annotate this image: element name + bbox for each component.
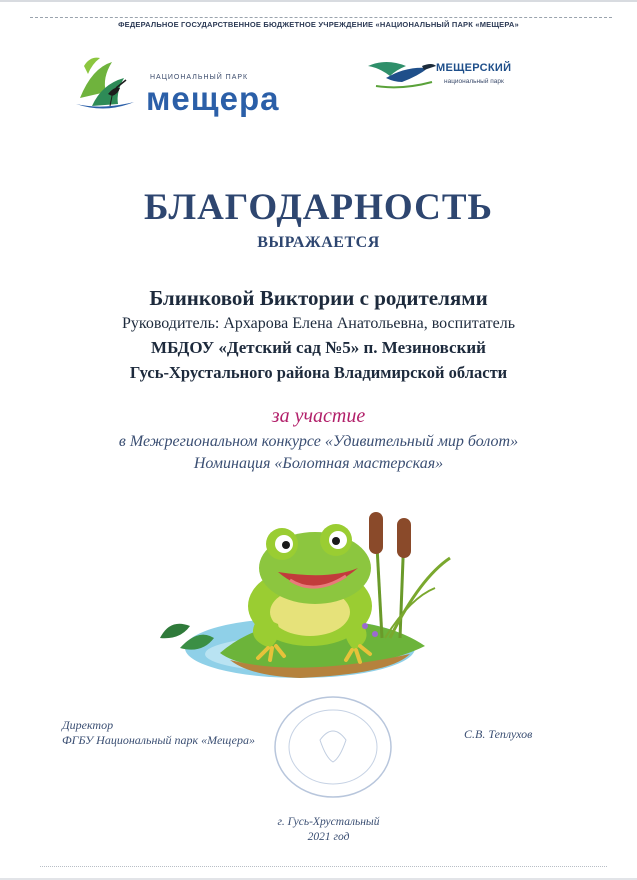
certificate-subtitle: ВЫРАЖАЕТСЯ <box>257 234 380 251</box>
city-line: г. Гусь-Хрустальный <box>277 816 380 828</box>
signer-name: С.В. Теплухов <box>464 727 533 741</box>
director-organization: ФГБУ Национальный парк «Мещера» <box>62 733 255 747</box>
participation-heading: за участие <box>271 405 366 427</box>
logo-caption: национальный парк <box>444 78 504 85</box>
year-line: 2021 год <box>307 831 350 843</box>
top-divider <box>30 17 612 18</box>
contest-line: в Межрегиональном конкурсе «Удивительный мир болот» <box>118 433 519 450</box>
frog-on-island-illustration <box>150 488 470 698</box>
flying-bird-icon <box>366 56 438 92</box>
recipient-name: Блинковой Виктории с родителями <box>149 286 488 310</box>
region-line: Гусь-Хрустального района Владимирской области <box>129 363 508 382</box>
leader-line: Руководитель: Архарова Елена Анатольевна, воспитатель <box>121 315 516 332</box>
logo-caption: НАЦИОНАЛЬНЫЙ ПАРК <box>150 74 249 81</box>
organization-header: ФЕДЕРАЛЬНОЕ ГОСУДАРСТВЕННОЕ БЮДЖЕТНОЕ УЧРЕЖДЕНИЕ «НАЦИОНАЛЬНЫЙ ПАРК «МЕЩЕРА» <box>118 20 519 29</box>
bottom-divider <box>40 866 607 867</box>
nomination-line: Номинация «Болотная мастерская» <box>193 455 444 472</box>
certificate-title: БЛАГОДАРНОСТЬ <box>143 187 494 228</box>
logo-wordmark: мещера <box>146 80 280 117</box>
meshchera-park-logo <box>72 48 282 118</box>
heron-emblem-icon <box>72 48 138 114</box>
meshchersky-park-logo <box>366 56 566 106</box>
director-title: Директор <box>62 718 114 732</box>
official-stamp-seal <box>268 692 398 802</box>
institution-line: МБДОУ «Детский сад №5» п. Мезиновский <box>151 338 486 357</box>
logo-wordmark: МЕЩЕРСКИЙ <box>436 62 512 74</box>
